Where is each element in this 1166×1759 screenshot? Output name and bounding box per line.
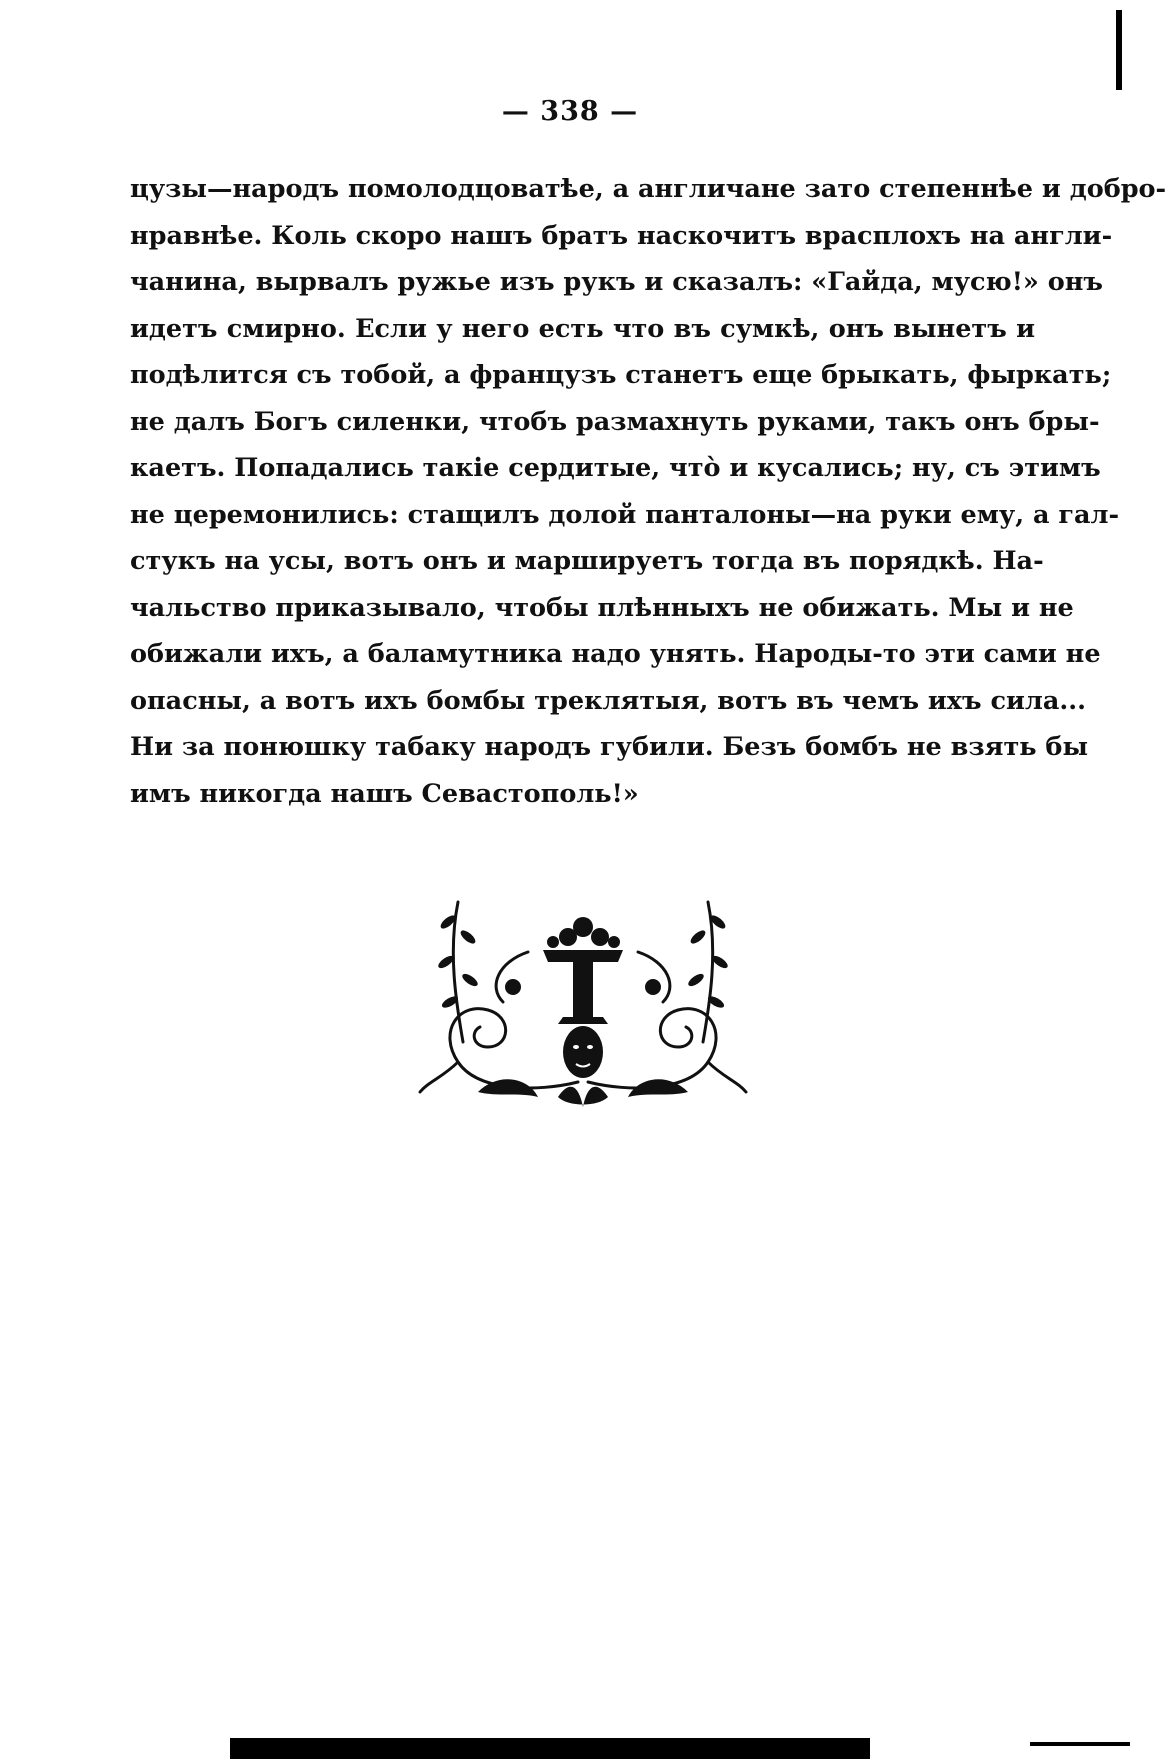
- text-line: чанина, вырвалъ ружье изъ рукъ и сказалъ: «Гайда, мусю!» онъ: [130, 267, 1103, 297]
- text-line: обижали ихъ, а баламутника надо унять. Народы-то эти сами не: [130, 639, 1101, 669]
- text-line: стукъ на усы, вотъ онъ и маршируетъ тогда въ порядкѣ. На-: [130, 546, 1044, 576]
- text-line: опасны, а вотъ ихъ бомбы треклятыя, вотъ въ чемъ ихъ сила...: [130, 685, 1087, 716]
- text-line: чальство приказывало, чтобы плѣнныхъ не обижать. Мы и не: [130, 592, 1074, 623]
- page-number: — 338 —: [501, 96, 639, 127]
- text-line: Ни за понюшку табаку народъ губили. Безъ бомбъ не взять бы: [130, 732, 1089, 762]
- text-line: цузы—народъ помолодцоватѣе, а англичане зато степеннѣе и добро-: [130, 174, 1166, 204]
- text-line: не церемонились: стащилъ долой панталоны—на руки ему, а гал-: [130, 499, 1120, 530]
- text-line: подѣлится съ тобой, а французъ станетъ еще брыкать, фыркать;: [130, 360, 1112, 390]
- text-line: каетъ. Попадались такіе сердитые, что̀ и кусались; ну, съ этимъ: [130, 453, 1101, 483]
- text-line: идетъ смирно. Если у него есть что въ сумкѣ, онъ вынетъ и: [130, 313, 1035, 344]
- scan-bottom-line: [1030, 1742, 1130, 1746]
- text-line: нравнѣе. Коль скоро нашъ братъ наскочитъ врасплохъ на англи-: [130, 220, 1113, 251]
- scan-edge-mark: [1116, 10, 1122, 90]
- body-text: [130, 166, 1166, 817]
- scan-bottom-bar: [230, 1738, 870, 1759]
- text-line: не далъ Богъ силенки, чтобъ размахнуть руками, такъ онъ бры-: [130, 406, 1100, 437]
- text-line: имъ никогда нашъ Севастополь!»: [130, 778, 639, 809]
- vignette-ornament-icon: [418, 892, 748, 1114]
